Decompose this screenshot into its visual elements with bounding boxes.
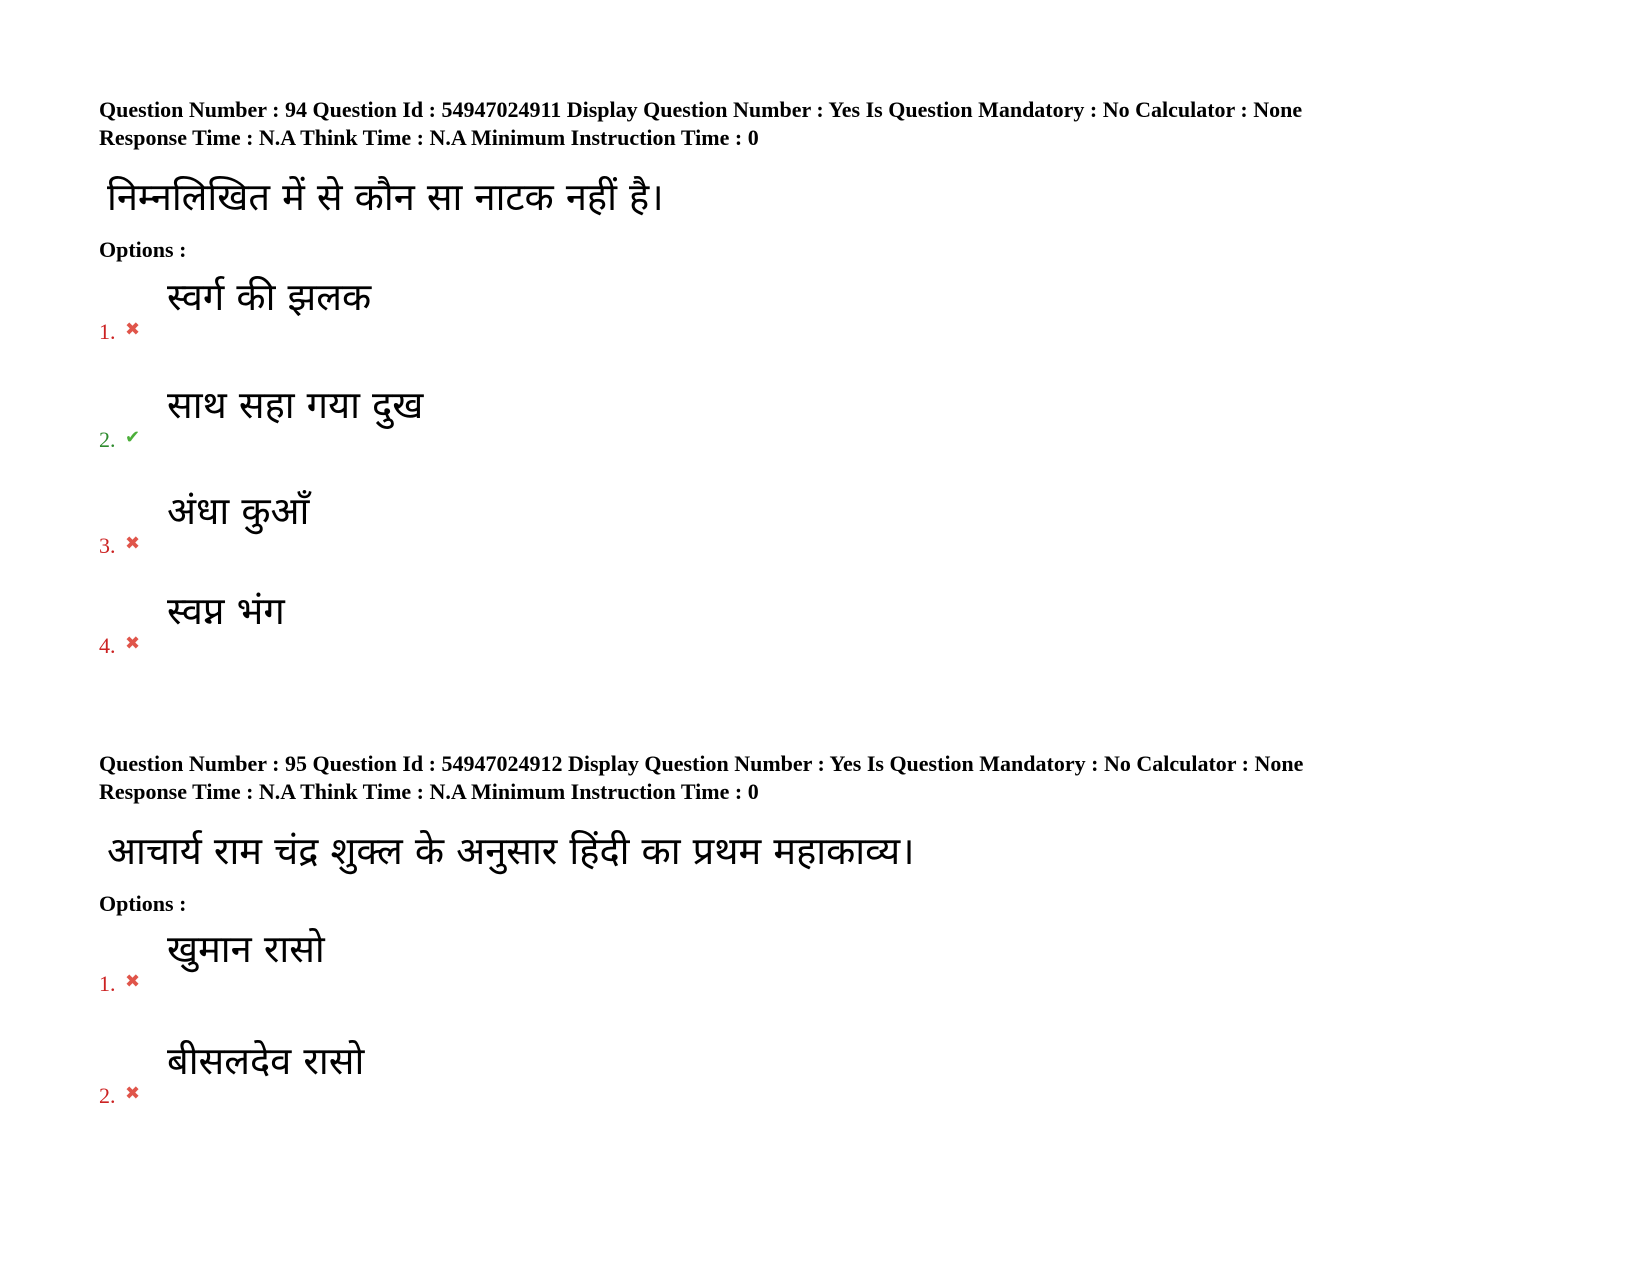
cross-icon: ✖	[125, 1083, 141, 1104]
options-list	[99, 264, 1599, 684]
check-icon: ✔	[125, 427, 141, 448]
option-text: खुमान रासो	[167, 927, 325, 971]
option-text: साथ सहा गया दुख	[167, 383, 424, 427]
question-meta-line2: Response Time : N.A Think Time : N.A Minimum Instruction Time : 0	[99, 779, 759, 804]
option-number: 1.	[99, 319, 116, 344]
option-text: अंधा कुआँ	[167, 489, 310, 533]
option-text: स्वर्ग की झलक	[167, 275, 372, 319]
question-meta-line2: Response Time : N.A Think Time : N.A Minimum Instruction Time : 0	[99, 125, 759, 150]
question-block-95	[99, 750, 1599, 1138]
options-label: Options :	[99, 237, 187, 262]
options-label: Options :	[99, 891, 187, 916]
cross-icon: ✖	[125, 319, 141, 340]
options-list	[99, 918, 1599, 1138]
option-text: स्वप्न भंग	[167, 589, 285, 633]
question-block-94	[99, 96, 1599, 684]
option-number: 4.	[99, 633, 116, 658]
question-meta-line1: Question Number : 95 Question Id : 54947024912 Display Question Number : Yes Is Question Mandatory : No Calculator : None	[99, 751, 1304, 776]
option-text: बीसलदेव रासो	[167, 1039, 365, 1083]
option-number: 2.	[99, 1083, 116, 1108]
question-meta-line1: Question Number : 94 Question Id : 54947024911 Display Question Number : Yes Is Question Mandatory : No Calculator : None	[99, 97, 1303, 122]
option-number: 1.	[99, 971, 116, 996]
cross-icon: ✖	[125, 971, 141, 992]
cross-icon: ✖	[125, 633, 141, 654]
option-2	[99, 1038, 699, 1108]
option-2	[99, 382, 699, 452]
option-number: 2.	[99, 427, 116, 452]
option-number: 3.	[99, 533, 116, 558]
question-text: आचार्य राम चंद्र शुक्ल के अनुसार हिंदी का प्रथम महाकाव्य।	[107, 829, 915, 873]
option-1	[99, 926, 699, 996]
option-3	[99, 488, 699, 558]
option-1	[99, 274, 699, 344]
option-4	[99, 588, 699, 658]
question-text: निम्नलिखित में से कौन सा नाटक नहीं है।	[107, 175, 664, 219]
cross-icon: ✖	[125, 533, 141, 554]
